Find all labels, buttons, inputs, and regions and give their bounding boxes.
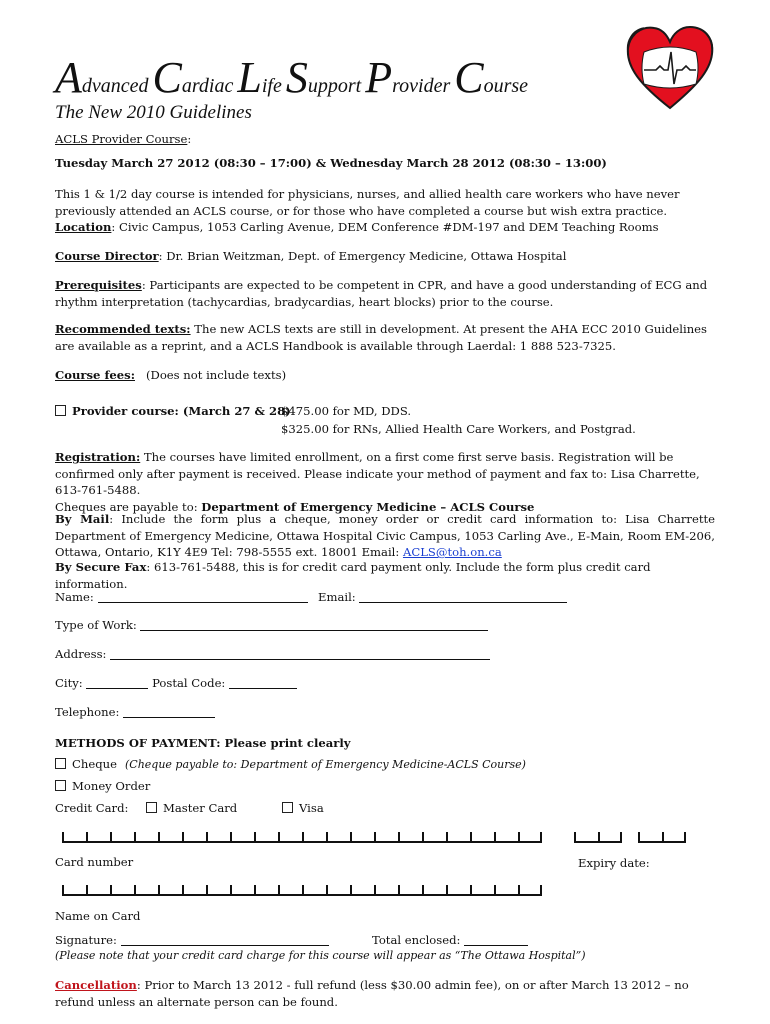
- cheque-option[interactable]: [55, 756, 117, 773]
- email-link[interactable]: ACLS@toh.on.ca: [402, 545, 502, 559]
- card-digit-box[interactable]: [398, 832, 422, 843]
- prerequisites-label: Prerequisites: [55, 278, 142, 292]
- card-number-boxes[interactable]: [62, 832, 542, 843]
- card-digit-box[interactable]: [374, 832, 398, 843]
- total-field[interactable]: [372, 932, 528, 949]
- mastercard-option[interactable]: [146, 800, 237, 817]
- email-field[interactable]: [318, 589, 567, 606]
- prerequisites-text: : Participants are expected to be competent in CPR, and have a good understanding of ECG and rhythm interpretation (tachycardias, bradycardias, heart blocks) prior to the course.: [55, 278, 708, 309]
- texts-label: Recommended texts:: [55, 322, 191, 336]
- cancellation: [55, 977, 720, 1010]
- phone-label: Telephone:: [55, 705, 124, 719]
- title-word: Life: [237, 53, 282, 102]
- course-description: [55, 186, 715, 236]
- card-digit-box[interactable]: [110, 832, 134, 843]
- city-blank[interactable]: [86, 676, 148, 689]
- registration-label: Registration:: [55, 450, 141, 464]
- title-word: Provider: [365, 53, 451, 102]
- card-digit-box[interactable]: [446, 832, 470, 843]
- name-char-box[interactable]: [350, 885, 374, 896]
- page-subtitle: The New 2010 Guidelines: [55, 102, 252, 123]
- name-char-box[interactable]: [278, 885, 302, 896]
- cancellation-text: : Prior to March 13 2012 - full refund (less $30.00 admin fee), on or after March 13 2012 – no refund unless an alternate person can be found.: [55, 978, 689, 1009]
- name-char-box[interactable]: [494, 885, 518, 896]
- by-mail: [55, 511, 715, 561]
- card-digit-box[interactable]: [326, 832, 350, 843]
- card-digit-box[interactable]: [206, 832, 230, 843]
- visa-label: Visa: [299, 801, 324, 815]
- money-order-option[interactable]: [55, 778, 150, 795]
- fees-label-text: Course fees:: [55, 368, 135, 382]
- by-fax: [55, 559, 725, 592]
- name-char-box[interactable]: [158, 885, 182, 896]
- card-digit-box[interactable]: [86, 832, 110, 843]
- mail-label: By Mail: [55, 512, 110, 526]
- fax-label: By Secure Fax: [55, 560, 147, 574]
- expiry-month-boxes[interactable]: [574, 832, 622, 843]
- registration-text: The courses have limited enrollment, on a first come first serve basis. Registration will be confirmed only after payment is received. Please indicate your method of payment and fax to: Lisa Charrette, 613-761-5488.: [55, 450, 700, 497]
- expiry-digit-box[interactable]: [598, 832, 622, 843]
- location-text: : Civic Campus, 1053 Carling Avenue, DEM Conference #DM-197 and DEM Teaching Rooms: [111, 220, 659, 234]
- fax-text: : 613-761-5488, this is for credit card payment only. Include the form plus credit card information.: [55, 560, 651, 591]
- expiry-digit-box[interactable]: [574, 832, 598, 843]
- director-text: : Dr. Brian Weitzman, Dept. of Emergency Medicine, Ottawa Hospital: [158, 249, 567, 263]
- course-director: [55, 248, 715, 265]
- cancellation-label: Cancellation: [55, 978, 137, 992]
- mastercard-checkbox[interactable]: [146, 802, 157, 813]
- name-field[interactable]: [55, 589, 308, 606]
- location-label: Location: [55, 220, 112, 234]
- postal-blank[interactable]: [229, 676, 297, 689]
- email-blank[interactable]: [359, 590, 567, 603]
- total-blank[interactable]: [464, 933, 528, 946]
- card-digit-box[interactable]: [422, 832, 446, 843]
- expiry-year-boxes[interactable]: [638, 832, 686, 843]
- card-digit-box[interactable]: [494, 832, 518, 843]
- card-digit-box[interactable]: [62, 832, 86, 843]
- name-char-box[interactable]: [374, 885, 398, 896]
- card-number-label: Card number: [55, 855, 134, 869]
- director-label: Course Director: [55, 249, 159, 263]
- name-char-box[interactable]: [206, 885, 230, 896]
- mastercard-label: Master Card: [163, 801, 238, 815]
- name-char-box[interactable]: [518, 885, 542, 896]
- phone-field[interactable]: [55, 704, 215, 721]
- heart-logo: [622, 22, 718, 114]
- card-digit-box[interactable]: [254, 832, 278, 843]
- name-char-box[interactable]: [230, 885, 254, 896]
- title-word: Advanced: [55, 53, 149, 102]
- name-char-box[interactable]: [110, 885, 134, 896]
- city-field[interactable]: [55, 675, 297, 692]
- texts-text: The new ACLS texts are still in development. At present the AHA ECC 2010 Guidelines are available as a reprint, and a ACLS Handbook is available through Laerdal: 1 888 523-7325.: [55, 322, 707, 353]
- expiry-digit-box[interactable]: [638, 832, 662, 843]
- work-blank[interactable]: [140, 618, 488, 631]
- card-digit-box[interactable]: [134, 832, 158, 843]
- work-label: Type of Work:: [55, 618, 141, 632]
- prerequisites: [55, 277, 715, 310]
- address-label: Address:: [55, 647, 111, 661]
- cheque-note: (Cheque payable to: Department of Emergency Medicine-ACLS Course): [125, 758, 526, 771]
- address-field[interactable]: [55, 646, 490, 663]
- name-char-box[interactable]: [86, 885, 110, 896]
- name-blank[interactable]: [98, 590, 308, 603]
- money-order-checkbox[interactable]: [55, 780, 66, 791]
- card-digit-box[interactable]: [158, 832, 182, 843]
- name-on-card-label: Name on Card: [55, 909, 141, 923]
- name-char-box[interactable]: [470, 885, 494, 896]
- cheque-checkbox[interactable]: [55, 758, 66, 769]
- page-title: [55, 52, 528, 103]
- name-label: Name:: [55, 590, 98, 604]
- total-label: Total enclosed:: [372, 933, 465, 947]
- course-dates: Tuesday March 27 2012 (08:30 – 17:00) & Wednesday March 28 2012 (08:30 – 13:00): [55, 156, 607, 170]
- statement-note: (Please note that your credit card charge for this course will appear as “The Ottawa Hospital”): [55, 949, 586, 962]
- cheque-prefix: Cheques are payable to:: [55, 499, 202, 514]
- title-word: Cardiac: [152, 53, 234, 102]
- provider-course-label: Provider course: (March 27 & 28): [72, 404, 291, 418]
- provider-course-checkbox[interactable]: [55, 405, 66, 416]
- mail-text: : Include the form plus a cheque, money order or credit card information to: Lisa Charrette Department of Emergency Medicine, Ottawa Hospital Civic Campus, 1053 Carling Ave., E-Main, Room EM-206, Ottawa, Ontario, K1Y 4E9 Tel: 798-5555 ext. 18001 Email:: [55, 512, 715, 559]
- name-char-box[interactable]: [254, 885, 278, 896]
- name-char-box[interactable]: [446, 885, 470, 896]
- money-order-label: Money Order: [72, 779, 151, 793]
- name-char-box[interactable]: [182, 885, 206, 896]
- address-blank[interactable]: [110, 647, 490, 660]
- card-digit-box[interactable]: [302, 832, 326, 843]
- fees-label: [55, 367, 135, 384]
- card-digit-box[interactable]: [230, 832, 254, 843]
- cheque-label: Cheque: [72, 757, 117, 771]
- course-heading: [55, 131, 191, 148]
- card-digit-box[interactable]: [470, 832, 494, 843]
- email-label: Email:: [318, 590, 360, 604]
- fees-note: (Does not include texts): [146, 368, 287, 382]
- expiry-label: Expiry date:: [578, 856, 650, 870]
- payment-heading: METHODS OF PAYMENT: Please print clearly: [55, 736, 351, 750]
- name-on-card-boxes[interactable]: [62, 885, 542, 896]
- price-rn: $325.00 for RNs, Allied Health Care Workers, and Postgrad.: [281, 422, 636, 436]
- name-char-box[interactable]: [62, 885, 86, 896]
- title-word: Course: [454, 53, 529, 102]
- course-description-text: This 1 & 1/2 day course is intended for physicians, nurses, and allied health care workers who have never previously attended an ACLS course, or for those who have completed a course but wish extra practice.: [55, 187, 680, 218]
- provider-course-option[interactable]: [55, 403, 291, 420]
- signature-label: Signature:: [55, 933, 121, 947]
- visa-checkbox[interactable]: [282, 802, 293, 813]
- cheque-payee: Department of Emergency Medicine – ACLS Course: [201, 499, 535, 514]
- card-digit-box[interactable]: [182, 832, 206, 843]
- signature-field[interactable]: [55, 932, 329, 949]
- name-char-box[interactable]: [326, 885, 350, 896]
- phone-blank[interactable]: [123, 705, 215, 718]
- title-word: Support: [285, 53, 362, 102]
- name-char-box[interactable]: [302, 885, 326, 896]
- registration: [55, 449, 715, 515]
- course-heading-colon: :: [187, 132, 192, 146]
- course-heading-text: ACLS Provider Course: [55, 132, 188, 146]
- recommended-texts: [55, 321, 715, 354]
- name-char-box[interactable]: [422, 885, 446, 896]
- signature-blank[interactable]: [121, 933, 329, 946]
- heart-ecg-icon: [622, 22, 718, 114]
- visa-option[interactable]: [282, 800, 324, 817]
- postal-label: Postal Code:: [148, 676, 230, 690]
- expiry-digit-box[interactable]: [662, 832, 686, 843]
- card-digit-box[interactable]: [278, 832, 302, 843]
- work-field[interactable]: [55, 617, 488, 634]
- name-char-box[interactable]: [134, 885, 158, 896]
- card-digit-box[interactable]: [350, 832, 374, 843]
- name-char-box[interactable]: [398, 885, 422, 896]
- credit-card-label: Credit Card:: [55, 801, 129, 815]
- city-label: City:: [55, 676, 87, 690]
- price-md: $475.00 for MD, DDS.: [281, 404, 412, 418]
- card-digit-box[interactable]: [518, 832, 542, 843]
